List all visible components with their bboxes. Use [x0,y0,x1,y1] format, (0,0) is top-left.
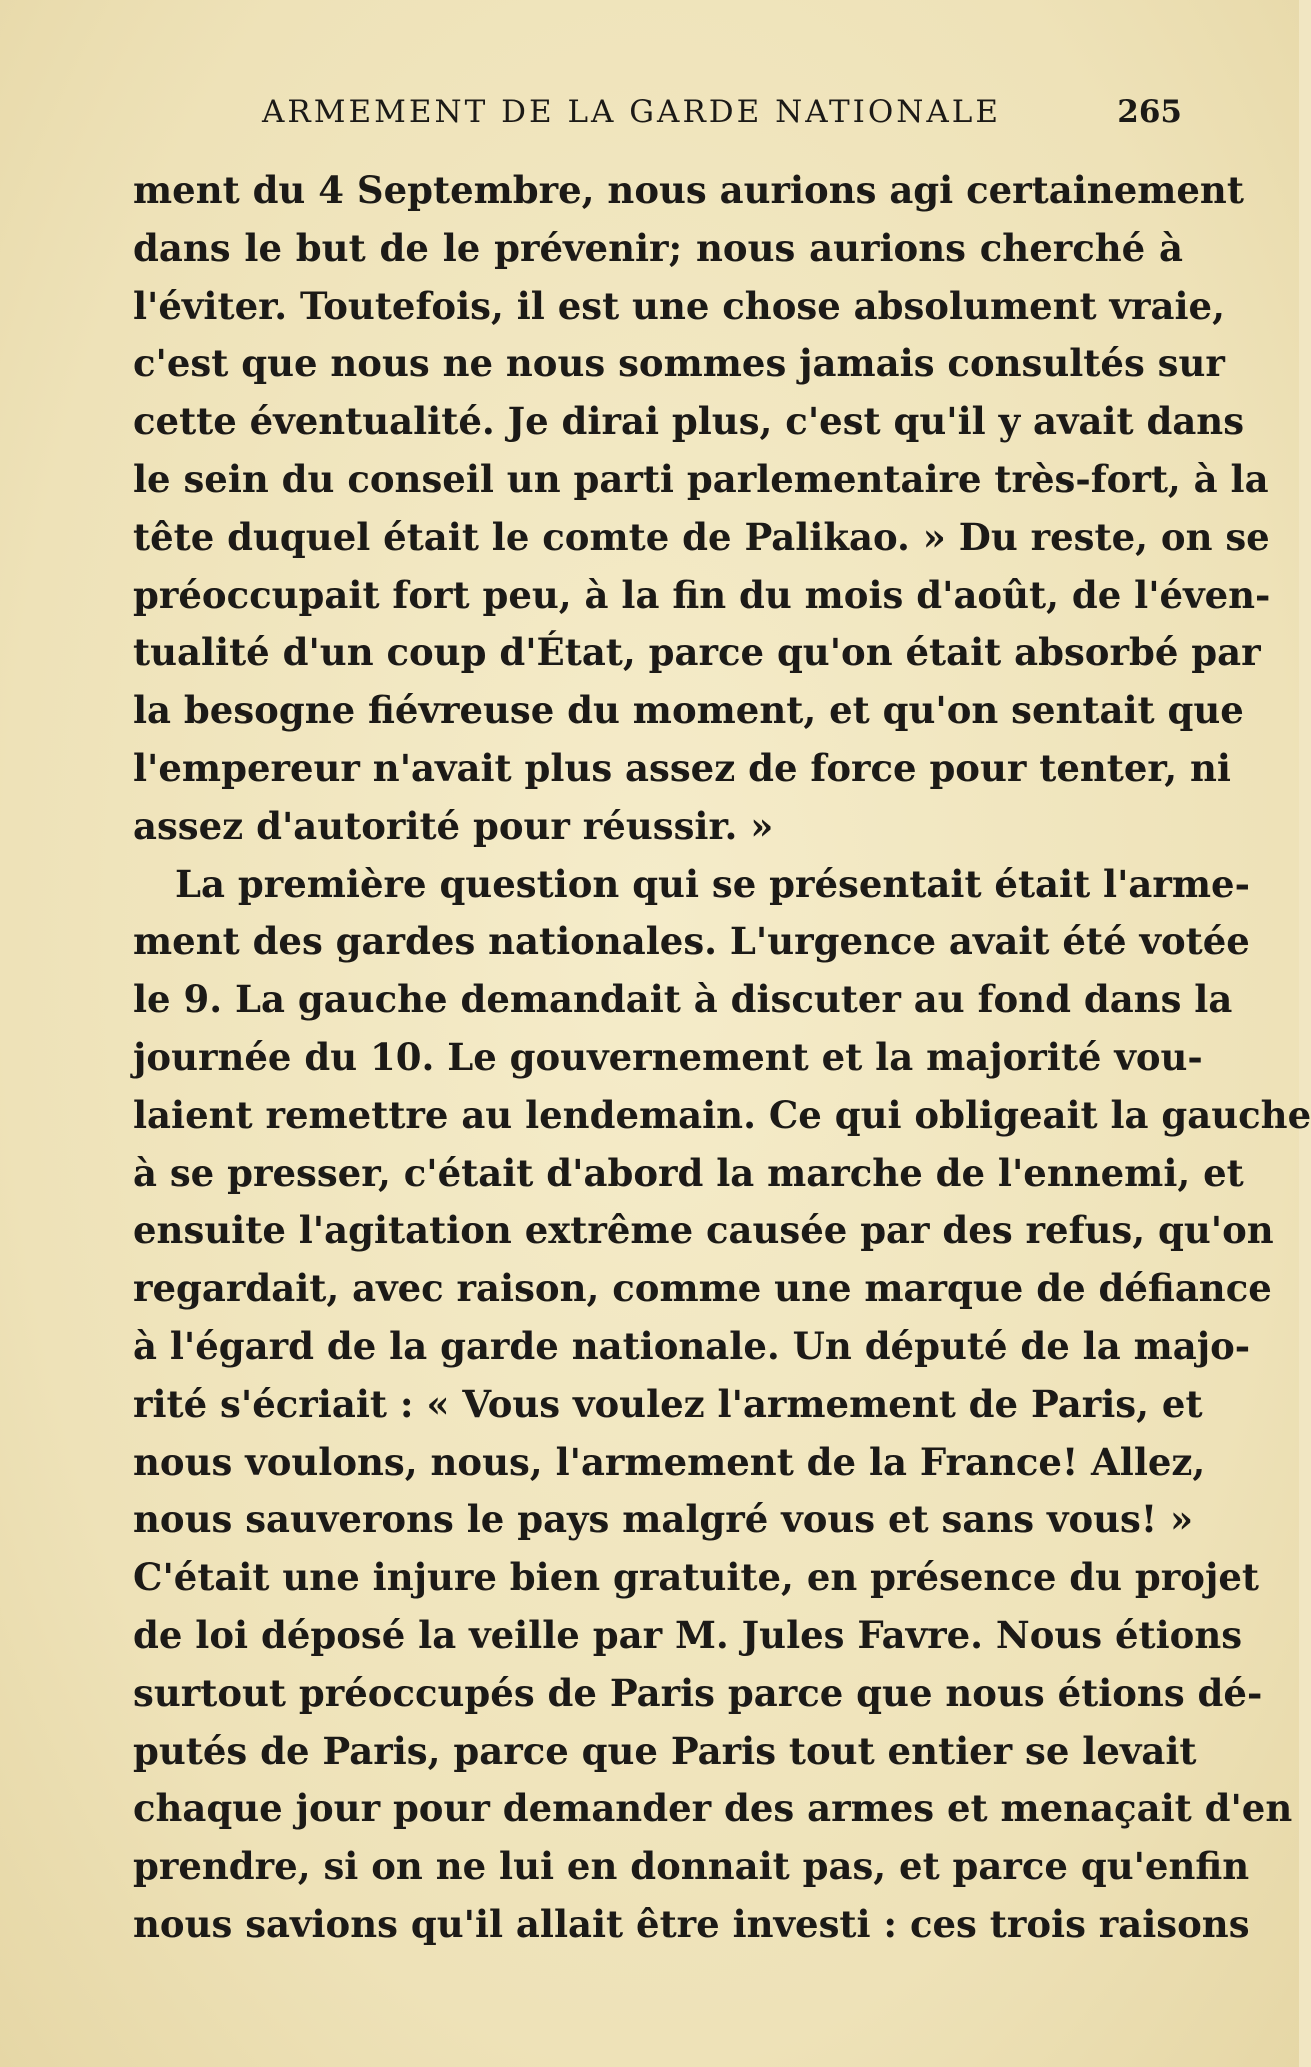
page-number: 265 [1117,94,1182,130]
text-line: putés de Paris, parce que Paris tout entier se levait [133,1728,1197,1773]
text-line: nous savions qu'il allait être investi : ces trois raisons [133,1901,1250,1946]
paragraph [133,856,1311,1954]
text-line: c'est que nous ne nous sommes jamais consultés sur [133,341,1225,386]
text-line: assez d'autorité pour réussir. » [133,803,774,848]
text-line: rité s'écriait : « Vous voulez l'armement de Paris, et [133,1381,1203,1426]
text-line: surtout préoccupés de Paris parce que nous étions dé- [133,1670,1263,1715]
text-line: préoccupait fort peu, à la fin du mois d'août, de l'éven- [133,572,1271,617]
text-line: regardait, avec raison, comme une marque de défiance [133,1266,1272,1311]
text-line: à l'égard de la garde nationale. Un député de la majo- [133,1323,1251,1368]
text-line: l'empereur n'avait plus assez de force pour tenter, ni [133,745,1231,790]
running-title: ARMEMENT DE LA GARDE NATIONALE [262,94,1002,130]
text-line: prendre, si on ne lui en donnait pas, et parce qu'enfin [133,1844,1250,1889]
text-line: nous voulons, nous, l'armement de la France! Allez, [133,1439,1206,1484]
text-line: la besogne fiévreuse du moment, et qu'on sentait que [133,688,1244,733]
text-line: à se presser, c'était d'abord la marche de l'ennemi, et [133,1150,1244,1195]
text-line: cette éventualité. Je dirai plus, c'est qu'il y avait dans [133,399,1245,444]
text-line: ensuite l'agitation extrême causée par des refus, qu'on [133,1208,1274,1253]
text-line: C'était une injure bien gratuite, en présence du projet [133,1555,1259,1600]
text-line: nous sauverons le pays malgré vous et sans vous! » [133,1497,1194,1542]
text-line: journée du 10. Le gouvernement et la majorité vou- [133,1034,1203,1079]
text-line: le 9. La gauche demandait à discuter au fond dans la [133,977,1233,1022]
text-line: l'éviter. Toutefois, il est une chose absolument vraie, [133,283,1225,328]
body-text [133,162,1311,1954]
text-line: ment des gardes nationales. L'urgence avait été votée [133,919,1250,964]
paragraph [133,162,1271,856]
text-line: de loi déposé la veille par M. Jules Favre. Nous étions [133,1612,1243,1657]
text-line: La première question qui se présentait était l'arme- [175,861,1250,906]
text-line: tualité d'un coup d'État, parce qu'on était absorbé par [133,630,1261,675]
text-line: laient remettre au lendemain. Ce qui obligeait la gauche [133,1092,1311,1137]
text-line: tête duquel était le comte de Palikao. » Du reste, on se [133,514,1270,559]
text-line: dans le but de le prévenir; nous aurions cherché à [133,225,1183,270]
text-line: chaque jour pour demander des armes et menaçait d'en [133,1786,1293,1831]
running-header [262,92,1182,132]
text-line: ment du 4 Septembre, nous aurions agi certainement [133,168,1244,212]
text-line: le sein du conseil un parti parlementaire très-fort, à la [133,456,1269,501]
